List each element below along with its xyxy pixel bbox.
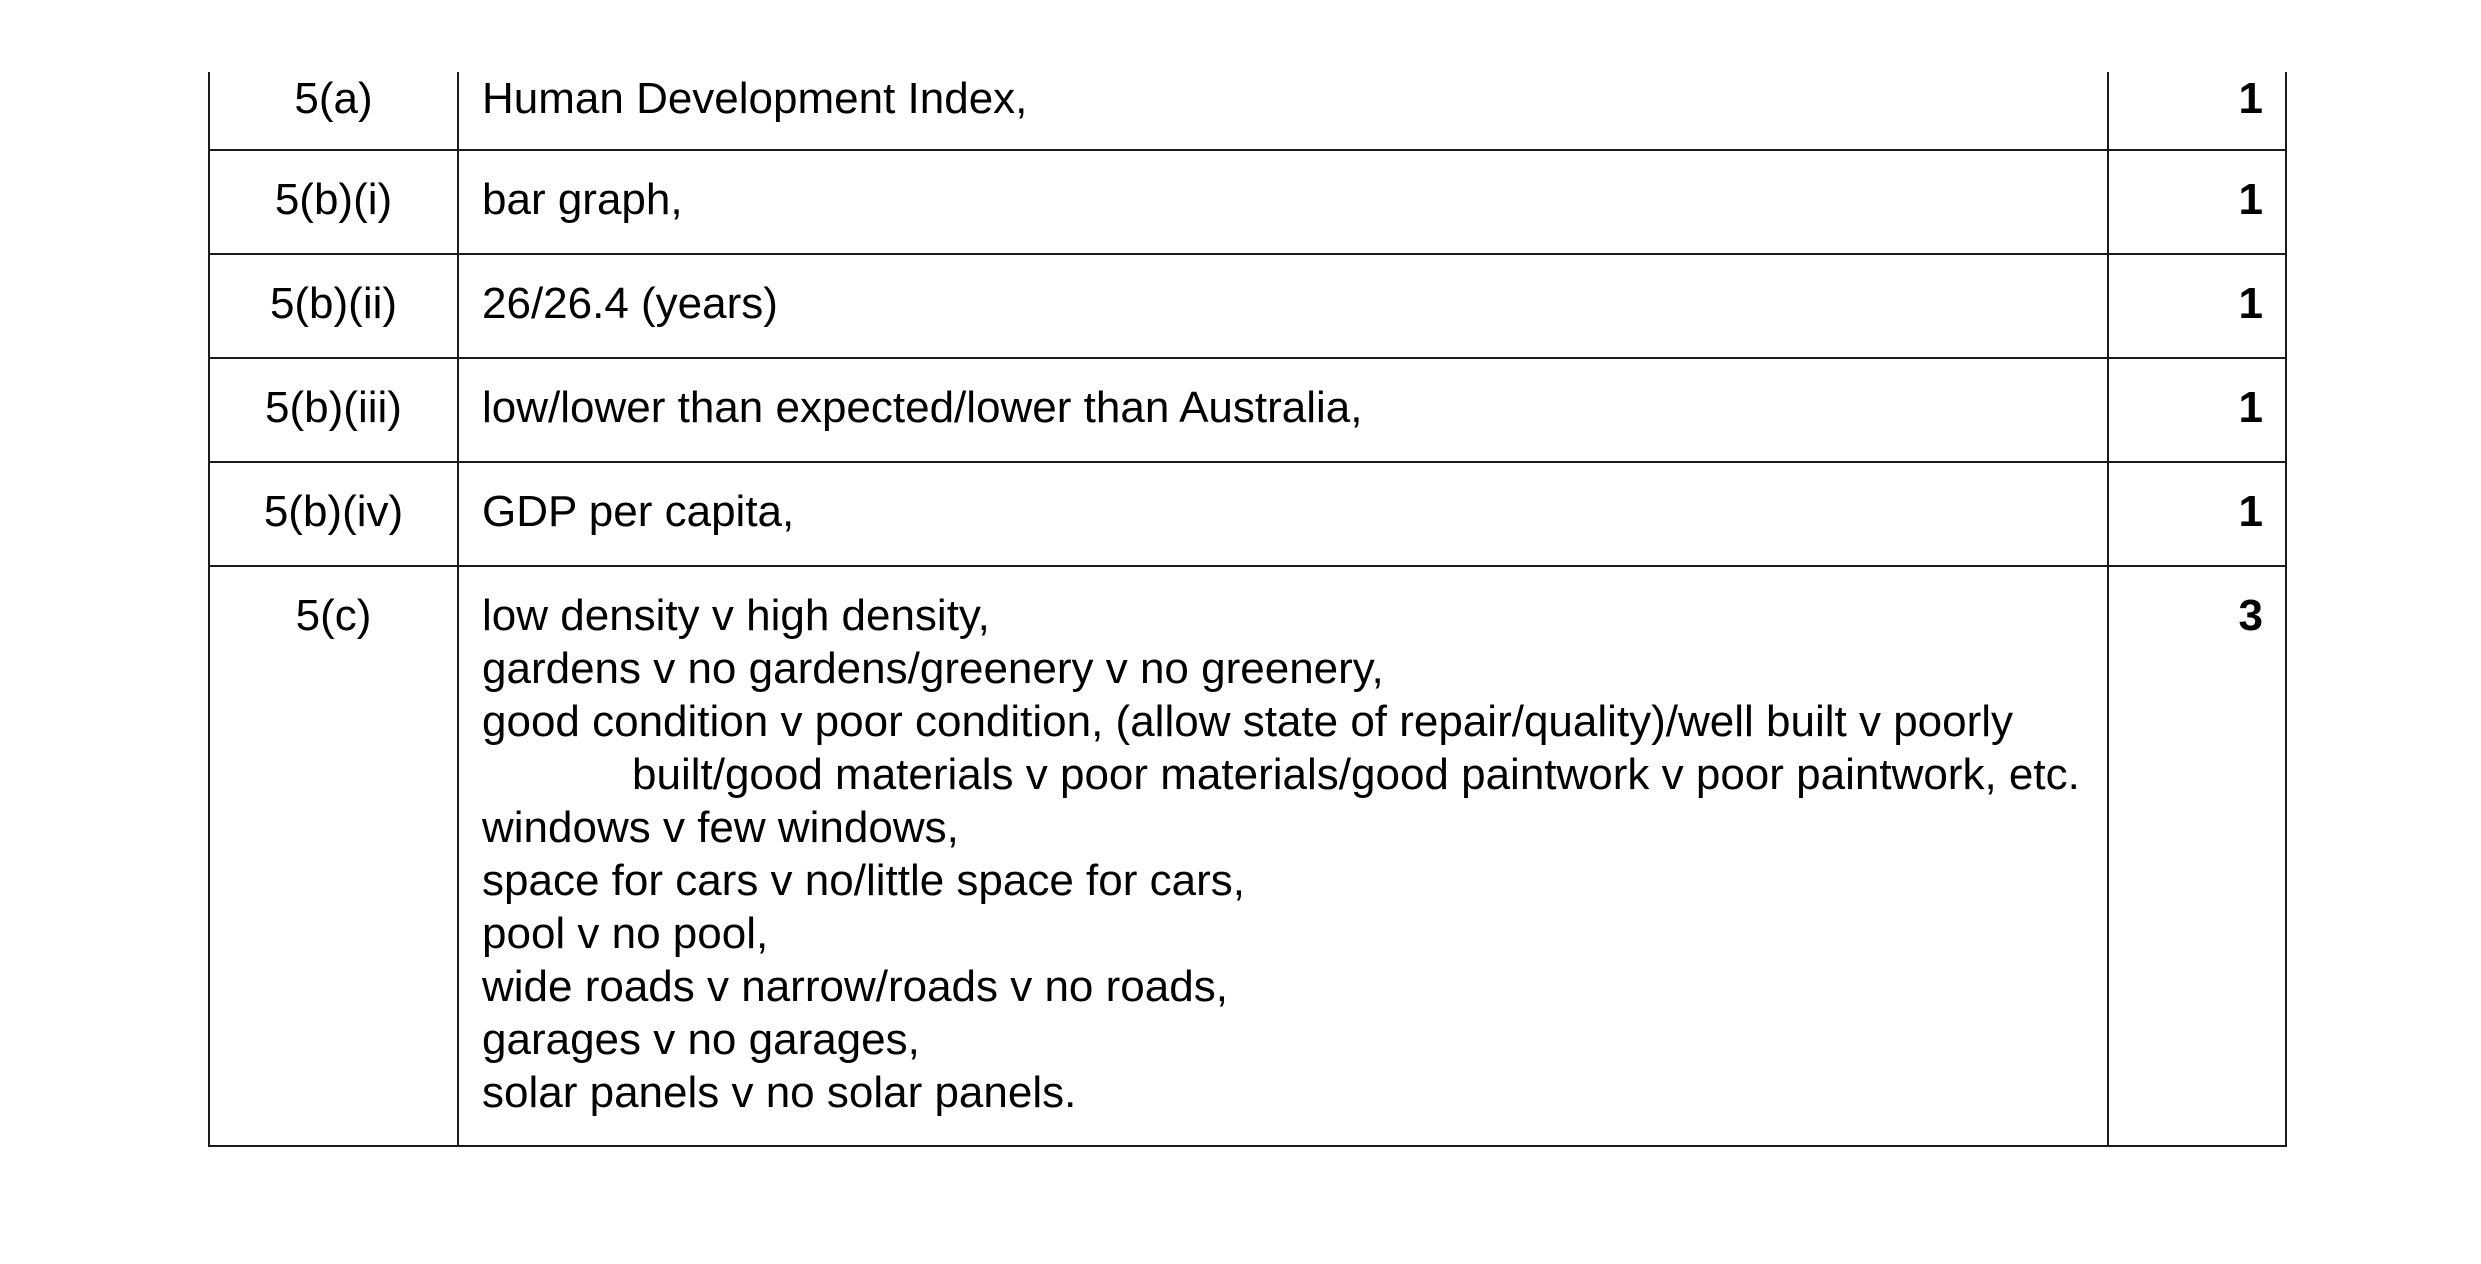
marks-value: 1	[2108, 254, 2286, 358]
question-number: 5(b)(iii)	[209, 358, 458, 462]
marks-value: 3	[2108, 566, 2286, 1146]
answer-text: GDP per capita,	[458, 462, 2108, 566]
answer-item: space for cars v no/little space for cars,	[482, 856, 1245, 905]
table-row	[209, 150, 2286, 254]
answer-item: low density v high density,	[482, 591, 990, 640]
answer-text: bar graph,	[458, 150, 2108, 254]
answer-text: Human Development Index,	[458, 72, 2108, 150]
question-number: 5(b)(i)	[209, 150, 458, 254]
answer-item: garages v no garages,	[482, 1015, 920, 1064]
table-row	[209, 566, 2286, 1146]
table-row	[209, 462, 2286, 566]
question-number: 5(b)(iv)	[209, 462, 458, 566]
answer-item: good condition v poor condition, (allow state of repair/quality)/well built v poorly built/good materials v poor materials/good paintwork v poor paintwork, etc.	[482, 697, 2080, 799]
answer-item: wide roads v narrow/roads v no roads,	[482, 962, 1228, 1011]
marks-value: 1	[2108, 462, 2286, 566]
answer-item: pool v no pool,	[482, 909, 769, 958]
answer-item: windows v few windows,	[482, 803, 959, 852]
answer-item: solar panels v no solar panels.	[482, 1068, 1077, 1117]
marks-value: 1	[2108, 358, 2286, 462]
table-row	[209, 254, 2286, 358]
answer-list-cell	[458, 566, 2108, 1146]
table-row	[209, 72, 2286, 150]
marks-value: 1	[2108, 72, 2286, 150]
question-number: 5(b)(ii)	[209, 254, 458, 358]
question-number: 5(a)	[209, 72, 458, 150]
mark-scheme-table	[208, 72, 2287, 1147]
answer-text: 26/26.4 (years)	[458, 254, 2108, 358]
question-number: 5(c)	[209, 566, 458, 1146]
marks-value: 1	[2108, 150, 2286, 254]
answer-text: low/lower than expected/lower than Australia,	[458, 358, 2108, 462]
table-row	[209, 358, 2286, 462]
answer-item: gardens v no gardens/greenery v no greenery,	[482, 644, 1384, 693]
answer-list	[482, 589, 2087, 1119]
